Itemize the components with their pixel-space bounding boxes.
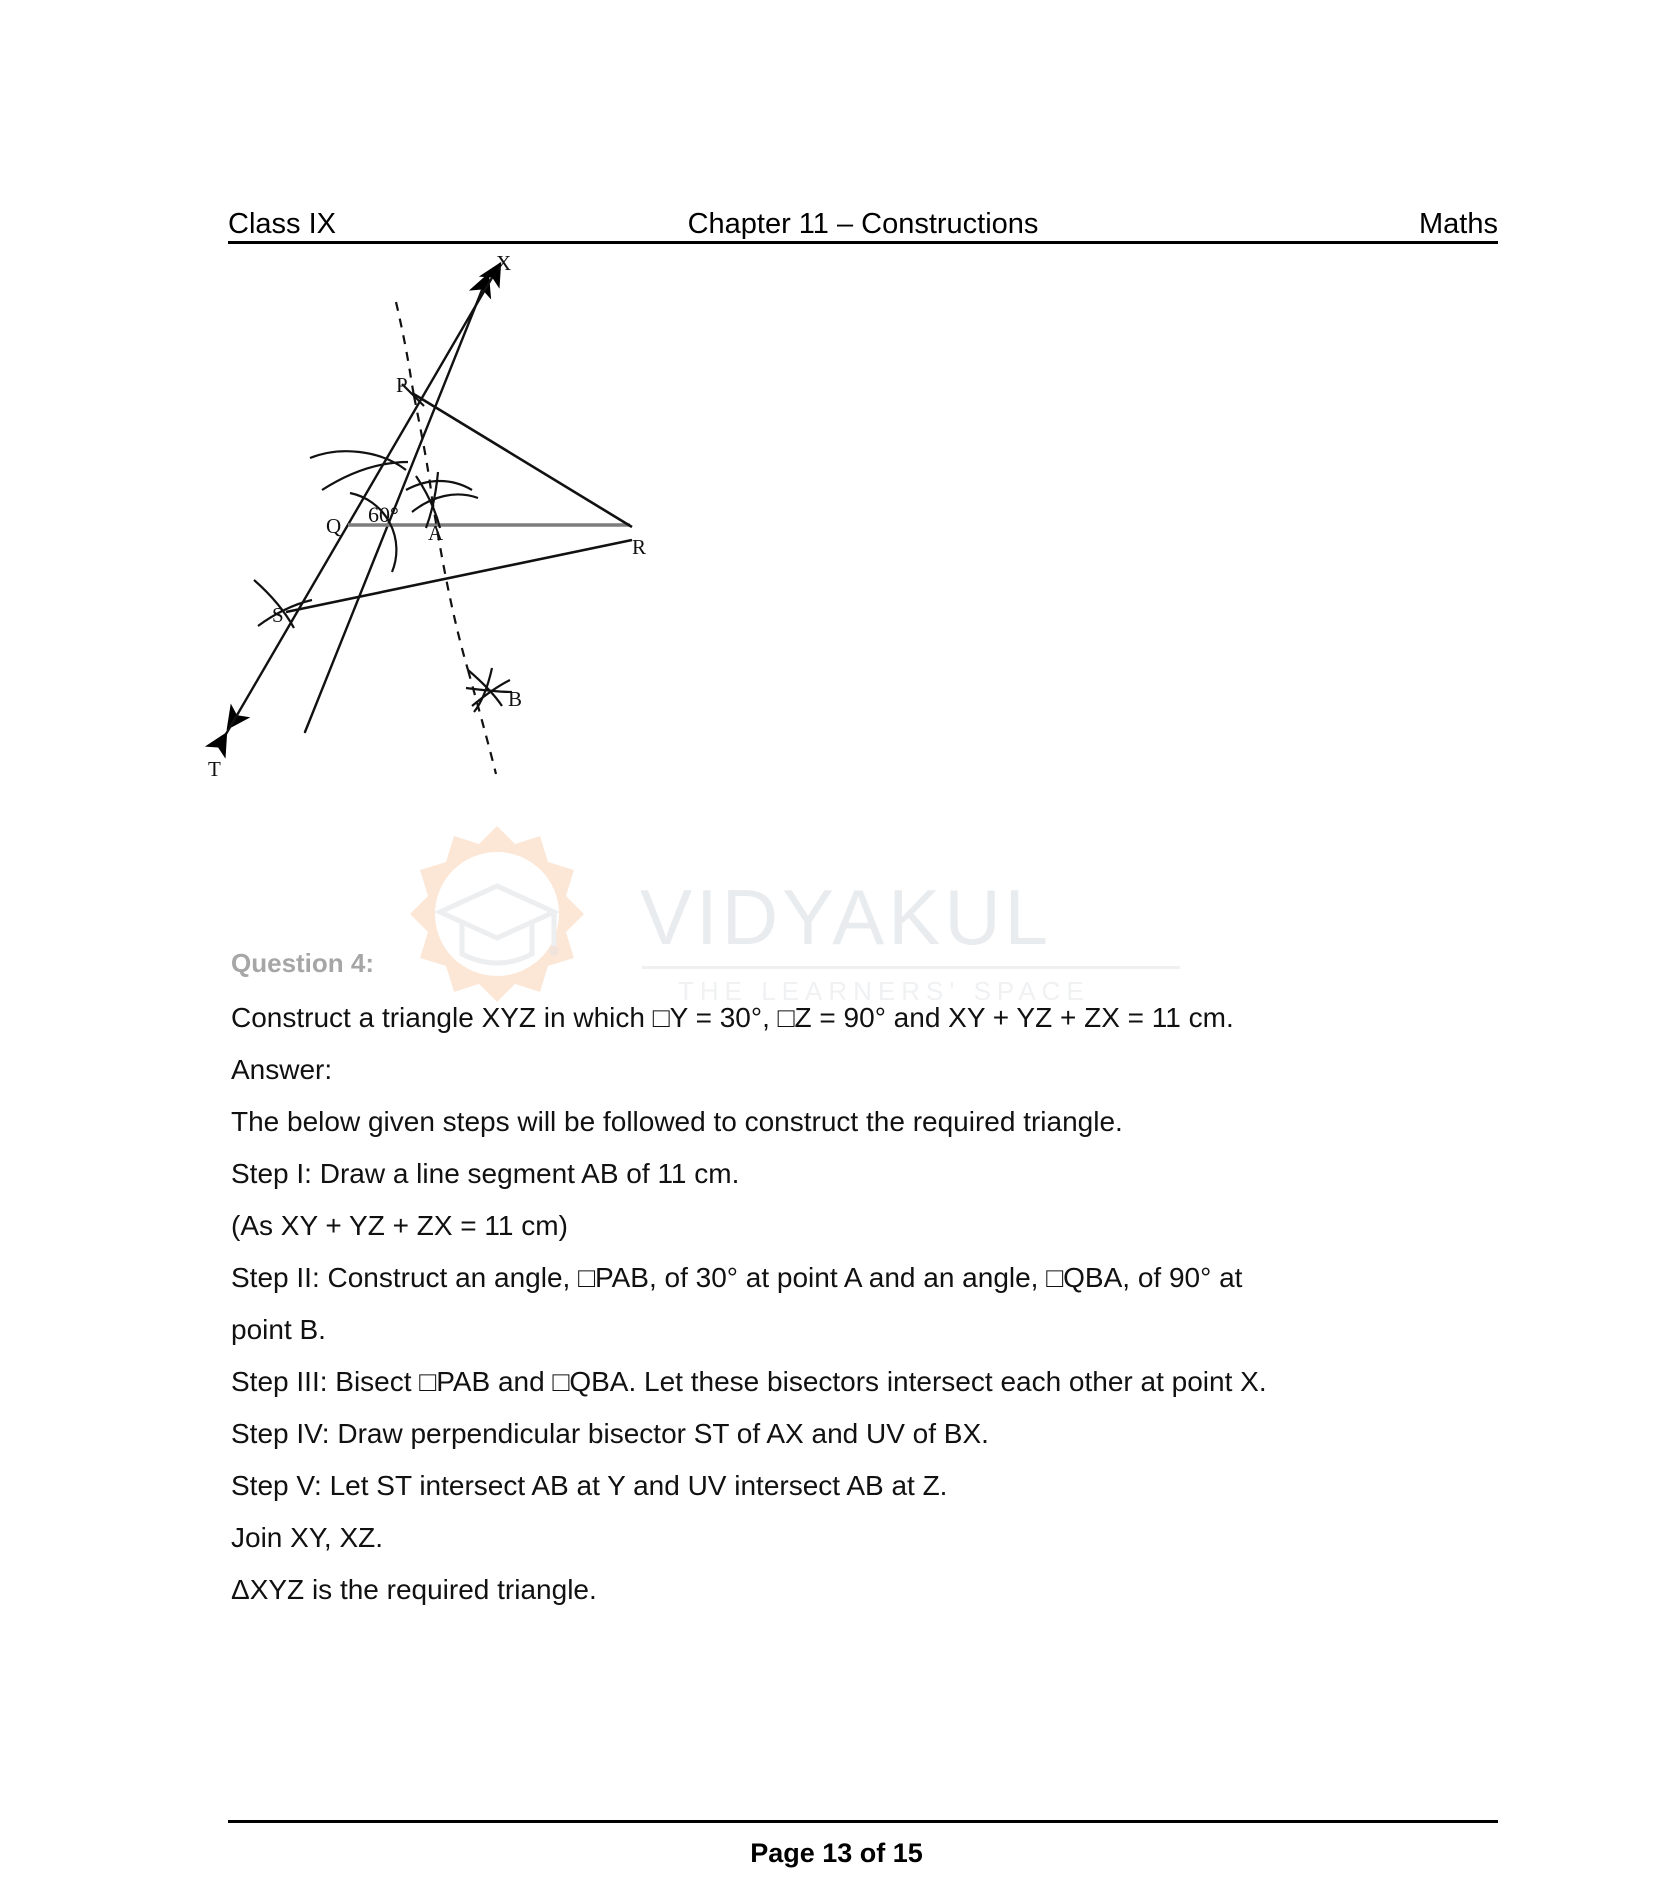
watermark-brand: VIDYAKUL	[640, 873, 1053, 961]
answer-line: Step II: Construct an angle, □PAB, of 30° at point A and an angle, □QBA, of 90° at	[231, 1262, 1243, 1293]
answer-line: (As XY + YZ + ZX = 11 cm)	[231, 1210, 568, 1241]
diagram-label-T: T	[208, 757, 221, 781]
answer-line: ΔXYZ is the required triangle.	[231, 1574, 597, 1605]
header-class-label: Class IX	[228, 208, 336, 240]
diagram-label-B: B	[508, 687, 523, 711]
construction-diagram	[200, 250, 920, 930]
diagram-label-Q: Q	[326, 514, 342, 538]
footer-divider	[228, 1820, 1498, 1823]
answer-line: The below given steps will be followed to construct the required triangle.	[231, 1106, 1123, 1137]
diagram-label-S: S	[272, 603, 284, 627]
question-content	[231, 938, 1481, 1616]
watermark-tagline: THE LEARNERS' SPACE	[678, 976, 1090, 1006]
diagram-label-X: X	[496, 251, 512, 275]
answer-line: Step III: Bisect □PAB and □QBA. Let these bisectors intersect each other at point X.	[231, 1366, 1267, 1397]
page-number: Page 13 of 15	[750, 1838, 923, 1868]
diagram-label-R: R	[632, 535, 647, 559]
diagram-label-P: P	[396, 373, 408, 397]
answer-line: Step IV: Draw perpendicular bisector ST of AX and UV of BX.	[231, 1418, 989, 1449]
diagram-label-A: A	[428, 521, 444, 545]
question-label: Question 4:	[231, 948, 375, 978]
header-chapter-title: Chapter 11 – Constructions	[687, 208, 1039, 240]
answer-label: Answer:	[231, 1054, 333, 1085]
answer-line: Join XY, XZ.	[231, 1522, 384, 1553]
answer-line: Step I: Draw a line segment AB of 11 cm.	[231, 1158, 740, 1189]
answer-line: point B.	[231, 1314, 326, 1345]
page-header	[228, 198, 1498, 244]
diagram-angle-label: 60°	[368, 502, 399, 527]
answer-line: Step V: Let ST intersect AB at Y and UV intersect AB at Z.	[231, 1470, 948, 1501]
question-text: Construct a triangle XYZ in which □Y = 30°, □Z = 90° and XY + YZ + ZX = 11 cm.	[231, 1002, 1234, 1033]
header-subject-label: Maths	[1419, 208, 1498, 240]
